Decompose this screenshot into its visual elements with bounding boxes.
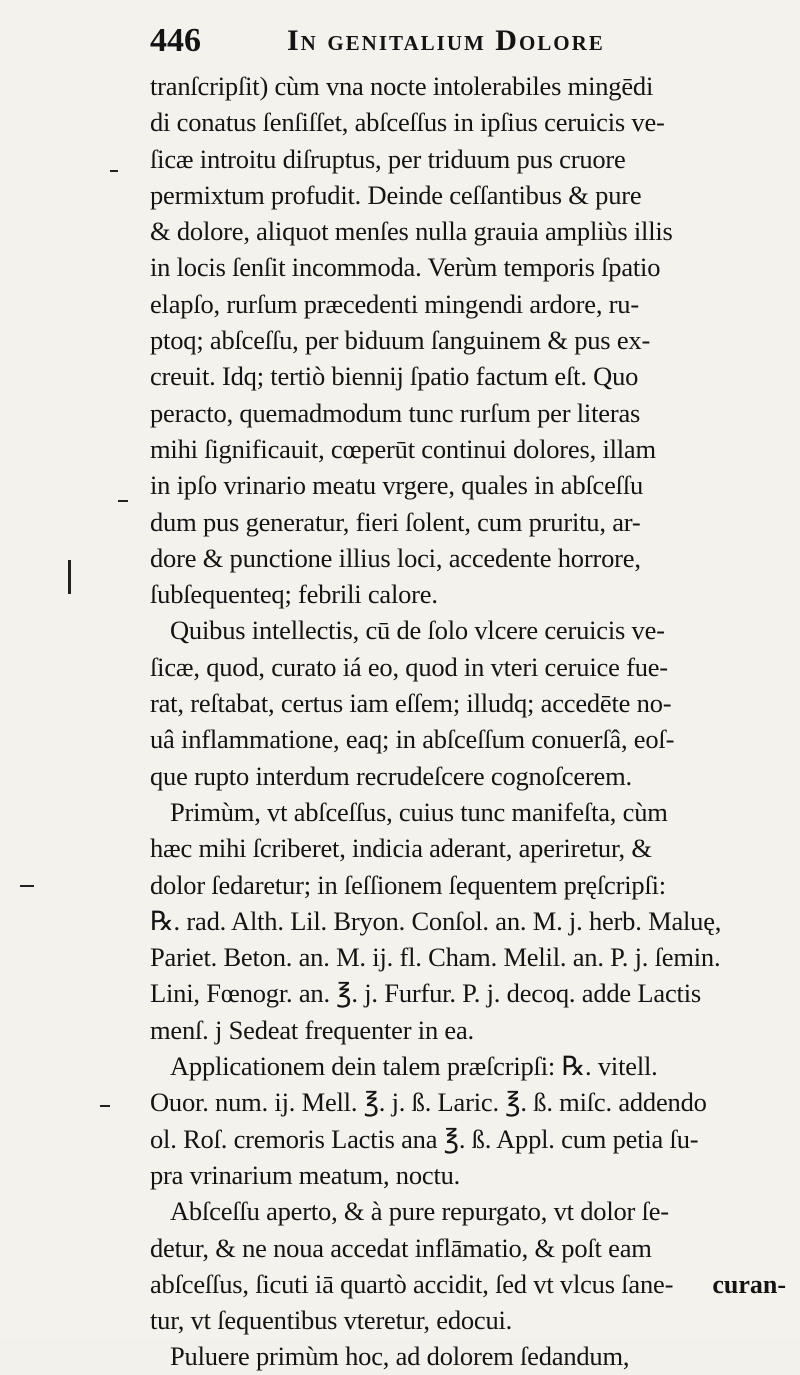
margin-tick-mark <box>118 500 128 502</box>
page-number: 446 <box>150 22 201 59</box>
text-line: ſicæ introitu diſruptus, per triduum pus cruore <box>150 143 626 174</box>
text-line: ptoq; abſceſſu, per biduum ſanguinem & pus ex- <box>150 325 651 356</box>
text-line: in ipſo vrinario meatu vrgere, quales in abſceſſu <box>150 470 644 501</box>
text-line: ſicæ, quod, curato iá eo, quod in vteri ceruice fue- <box>150 651 668 682</box>
text-line: menſ. j Sedeat frequenter in ea. <box>150 1014 474 1045</box>
text-line: Pariet. Beton. an. M. ij. fl. Cham. Melil. an. P. j. ſemin. <box>150 942 721 973</box>
text-line: rat, reſtabat, certus iam eſſem; illudq; accedēte no- <box>150 688 672 719</box>
paragraph-start-line: Primùm, vt abſceſſus, cuius tunc manifeſta, cùm <box>170 796 668 827</box>
paragraph-start-line: Quibus intellectis, cū de ſolo vlcere ceruicis ve- <box>170 615 665 646</box>
text-line: detur, & ne noua accedat inflāmatio, & poſt eam <box>150 1232 652 1263</box>
page-header <box>150 18 790 64</box>
text-line: Lini, Fœnogr. an. ℥. j. Furfur. P. j. decoq. adde Lactis <box>150 978 701 1009</box>
body-text <box>150 68 798 1375</box>
margin-tick-mark <box>110 170 118 172</box>
paragraph-start-line: Applicationem dein talem præſcripſi: ℞. vitell. <box>170 1051 658 1082</box>
text-line: dolor ſedaretur; in ſeſſionem ſequentem pręſcripſi: <box>150 869 666 900</box>
paragraph-start-line: Puluere primùm hoc, ad dolorem ſedandum, <box>170 1341 630 1372</box>
margin-tick-mark <box>20 885 34 887</box>
text-line: abſceſſus, ſicuti iā quartò accidit, ſed vt vlcus ſane- <box>150 1268 674 1299</box>
paragraph-start-line: Abſceſſu aperto, & à pure repurgato, vt dolor ſe- <box>170 1196 669 1227</box>
text-line: ol. Roſ. cremoris Lactis ana ℥. ß. Appl. cum petia ſu- <box>150 1123 699 1154</box>
text-line: uâ inflammatione, eaq; in abſceſſum conuerſâ, eoſ- <box>150 724 675 755</box>
text-line: in locis ſenſit incommoda. Verùm temporis ſpatio <box>150 252 661 283</box>
text-line: tur, vt ſequentibus vteretur, edocui. <box>150 1305 513 1336</box>
running-head: In genitalium Dolore <box>287 24 605 57</box>
text-line: que rupto interdum recrudeſcere cognoſcerem. <box>150 760 632 791</box>
text-line: creuit. Idq; tertiò biennij ſpatio factum eſt. Quo <box>150 361 639 392</box>
text-line: tranſcripſit) cùm vna nocte intolerabiles mingēdi <box>150 71 654 101</box>
text-line: elapſo, rurſum præcedenti mingendi ardore, ru- <box>150 288 639 319</box>
margin-tick-mark <box>100 1105 110 1107</box>
text-line: ſubſequenteq; febrili calore. <box>150 579 438 610</box>
text-line: peracto, quemadmodum tunc rurſum per literas <box>150 397 641 428</box>
text-line: dore & punctione illius loci, accedente horrore, <box>150 542 641 573</box>
text-line: di conatus ſenſiſſet, abſceſſus in ipſius ceruicis ve- <box>150 107 665 138</box>
text-line: Ouor. num. ij. Mell. ℥. j. ß. Laric. ℥. ß. miſc. addendo <box>150 1087 707 1118</box>
margin-tick-mark <box>68 560 71 594</box>
text-line: mihi ſignificauit, cœperūt continui dolores, illam <box>150 433 656 464</box>
text-line: dum pus generatur, fieri ſolent, cum pruritu, ar- <box>150 506 641 537</box>
text-line: permixtum profudit. Deinde ceſſantibus & pure <box>150 179 642 210</box>
text-line: pra vrinarium meatum, noctu. <box>150 1159 461 1190</box>
text-line: ℞. rad. Alth. Lil. Bryon. Conſol. an. M. j. herb. Maluę, <box>150 905 722 936</box>
text-line: & dolore, aliquot menſes nulla grauia ampliùs illis <box>150 216 673 247</box>
text-line: hæc mihi ſcriberet, indicia aderant, aperiretur, & <box>150 833 652 864</box>
catchword: curan- <box>712 1270 786 1299</box>
